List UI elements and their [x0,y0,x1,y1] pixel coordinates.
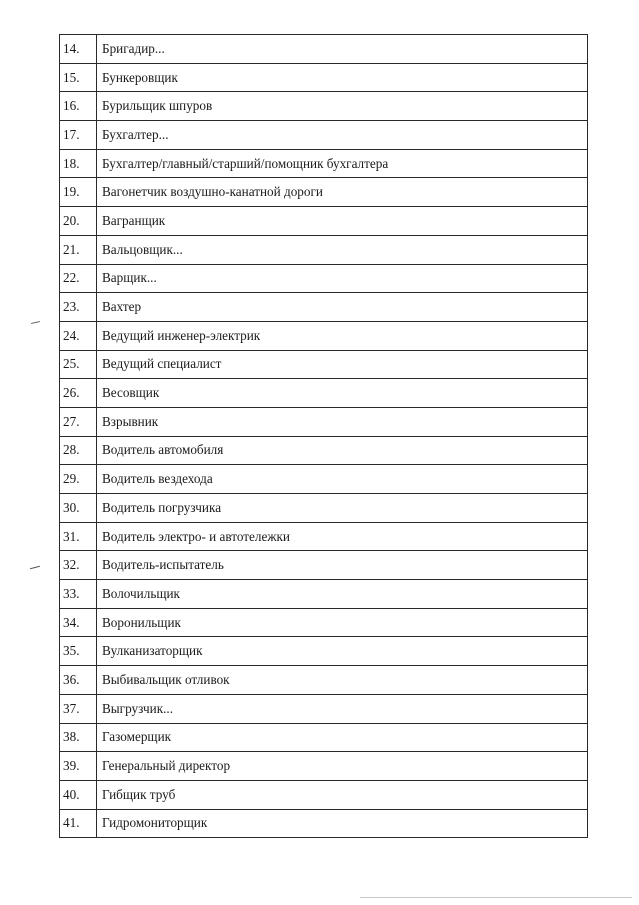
table-row [60,723,588,752]
profession-name: Водитель электро- и автотележки [97,522,588,551]
table-row [60,63,588,92]
table-row [60,121,588,150]
profession-name: Весовщик [97,379,588,408]
table-row [60,465,588,494]
table-row [60,35,588,64]
profession-name: Водитель-испытатель [97,551,588,580]
row-number: 18. [60,149,97,178]
scan-artifact-mark [30,566,40,569]
profession-name: Водитель погрузчика [97,494,588,523]
table-row [60,637,588,666]
profession-name: Бункеровщик [97,63,588,92]
profession-name: Гидромониторщик [97,809,588,838]
profession-name: Водитель автомобиля [97,436,588,465]
profession-table-body [60,35,588,838]
row-number: 24. [60,321,97,350]
table-row [60,608,588,637]
row-number: 14. [60,35,97,64]
row-number: 17. [60,121,97,150]
table-row [60,666,588,695]
profession-name: Вальцовщик... [97,235,588,264]
row-number: 39. [60,752,97,781]
profession-name: Вагонетчик воздушно-канатной дороги [97,178,588,207]
profession-name: Ведущий инженер-электрик [97,321,588,350]
row-number: 35. [60,637,97,666]
row-number: 34. [60,608,97,637]
row-number: 30. [60,494,97,523]
table-row [60,809,588,838]
profession-name: Бухгалтер/главный/старший/помощник бухгалтера [97,149,588,178]
row-number: 15. [60,63,97,92]
profession-name: Генеральный директор [97,752,588,781]
row-number: 36. [60,666,97,695]
row-number: 29. [60,465,97,494]
table-row [60,379,588,408]
row-number: 32. [60,551,97,580]
row-number: 31. [60,522,97,551]
row-number: 19. [60,178,97,207]
table-row [60,407,588,436]
row-number: 25. [60,350,97,379]
row-number: 21. [60,235,97,264]
table-row [60,551,588,580]
table-row [60,149,588,178]
profession-name: Воронильщик [97,608,588,637]
profession-name: Бухгалтер... [97,121,588,150]
table-row [60,92,588,121]
row-number: 38. [60,723,97,752]
profession-name: Газомерщик [97,723,588,752]
row-number: 26. [60,379,97,408]
table-row [60,350,588,379]
row-number: 23. [60,293,97,322]
profession-name: Водитель вездехода [97,465,588,494]
profession-table [59,34,588,838]
profession-name: Бригадир... [97,35,588,64]
table-row [60,264,588,293]
profession-name: Вагранщик [97,207,588,236]
profession-name: Вахтер [97,293,588,322]
row-number: 20. [60,207,97,236]
table-row [60,522,588,551]
table-row [60,436,588,465]
scan-artifact-mark [31,321,40,324]
row-number: 33. [60,580,97,609]
table-row [60,321,588,350]
profession-name: Взрывник [97,407,588,436]
row-number: 16. [60,92,97,121]
row-number: 27. [60,407,97,436]
table-row [60,494,588,523]
table-row [60,178,588,207]
profession-name: Выгрузчик... [97,694,588,723]
row-number: 37. [60,694,97,723]
profession-name: Бурильщик шпуров [97,92,588,121]
profession-name: Варщик... [97,264,588,293]
profession-name: Гибщик труб [97,780,588,809]
profession-name: Выбивальщик отливок [97,666,588,695]
row-number: 40. [60,780,97,809]
profession-name: Ведущий специалист [97,350,588,379]
table-row [60,207,588,236]
table-row [60,780,588,809]
row-number: 41. [60,809,97,838]
profession-name: Волочильщик [97,580,588,609]
page-bottom-line [360,897,632,898]
profession-name: Вулканизаторщик [97,637,588,666]
table-row [60,694,588,723]
row-number: 22. [60,264,97,293]
table-row [60,580,588,609]
table-row [60,752,588,781]
row-number: 28. [60,436,97,465]
table-row [60,235,588,264]
table-row [60,293,588,322]
